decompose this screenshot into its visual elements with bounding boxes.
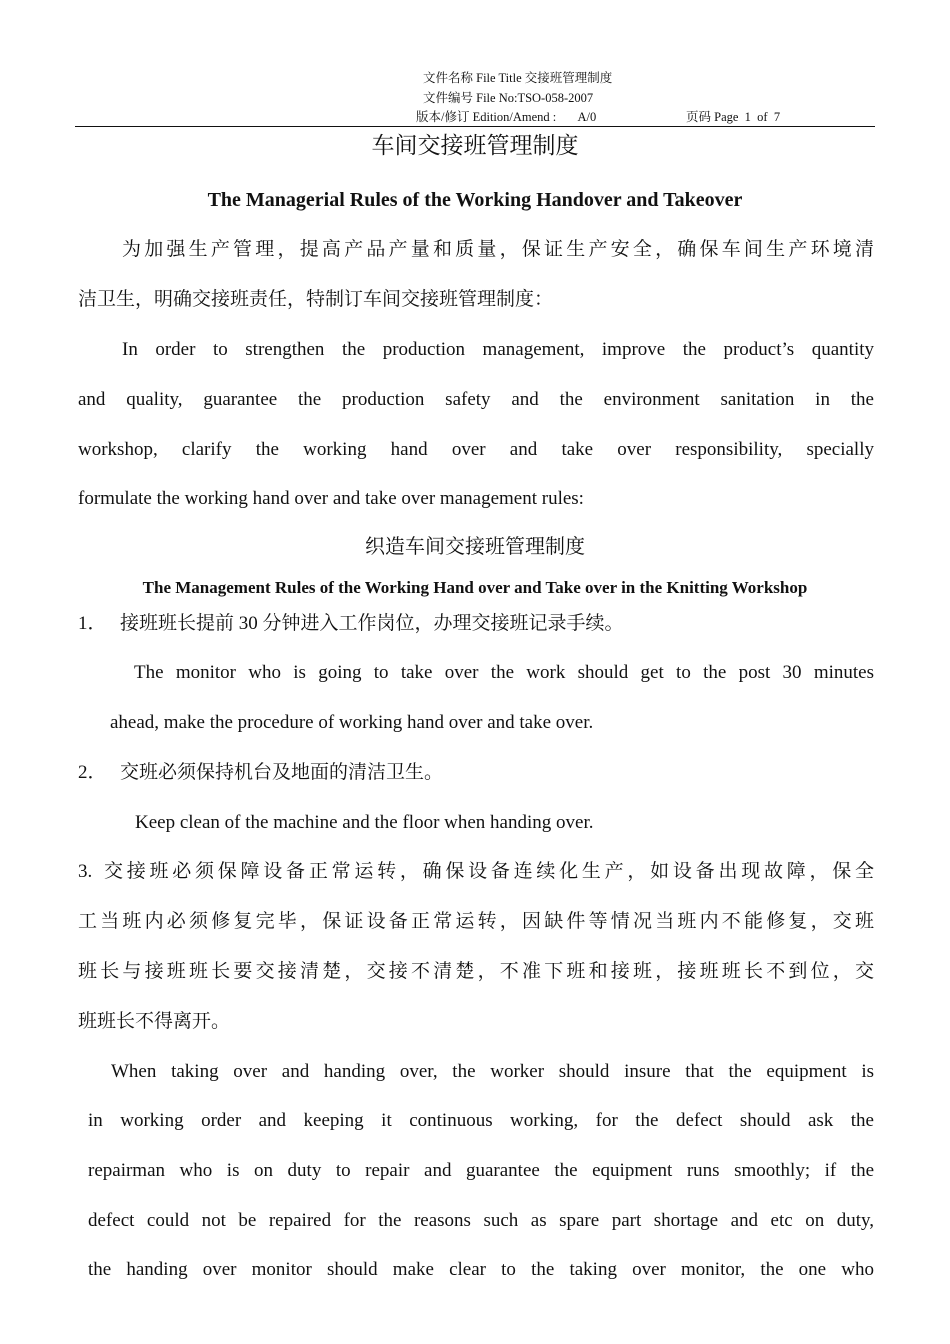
section-title-english: The Management Rules of the Working Hand over and Take over in the Knitting Workshop (142, 578, 808, 597)
header-divider (75, 126, 875, 127)
intro-en-line-3: workshop, clarify the working hand over and take over responsibility, specially (78, 439, 874, 460)
item-3-cn-line-4: 班班长不得离开。 (78, 1011, 231, 1032)
intro-en-line-4: formulate the working hand over and take over management rules: (78, 488, 584, 509)
item-3-cn-line-1: 交接班必须保障设备正常运转，确保设备连续化生产，如设备出现故障，保全 (104, 861, 874, 882)
item-1-cn-line-1: 接班班长提前 30 分钟进入工作岗位，办理交接班记录手续。 (120, 613, 624, 634)
intro-cn-line-1: 为加强生产管理，提高产品产量和质量，保证生产安全，确保车间生产环境清 (122, 239, 874, 260)
item-2-en-line-1: Keep clean of the machine and the floor when handing over. (135, 812, 594, 833)
item-3-en-line-2: in working order and keeping it continuous working, for the defect should ask the (88, 1110, 874, 1131)
item-1-en-line-2: ahead, make the procedure of working hand over and take over. (110, 712, 594, 733)
item-3-en-line-1: When taking over and handing over, the worker should insure that the equipment is (111, 1061, 874, 1082)
item-1-en-line-1: The monitor who is going to take over the work should get to the post 30 minutes (134, 662, 874, 683)
item-2-cn-line-1: 交班必须保持机台及地面的清洁卫生。 (120, 762, 444, 783)
intro-en-line-1: In order to strengthen the production management, improve the product’s quantity (122, 339, 874, 360)
section-title-chinese: 织造车间交接班管理制度 (365, 536, 585, 558)
file-number: 文件编号 File No:TSO-058-2007 (423, 91, 594, 105)
item-2-number: 2． (78, 762, 107, 783)
item-3-en-line-4: defect could not be repaired for the reasons such as spare part shortage and etc on duty, (88, 1210, 874, 1231)
item-3-en-line-3: repairman who is on duty to repair and guarantee the equipment runs smoothly; if the (88, 1160, 874, 1181)
intro-en-line-2: and quality, guarantee the production safety and the environment sanitation in the (78, 389, 874, 410)
item-1-number: 1． (78, 613, 107, 634)
item-3-en-line-5: the handing over monitor should make clear to the taking over monitor, the one who (88, 1259, 874, 1280)
page-number: 页码 Page 1 of 7 (686, 110, 781, 124)
item-3-number: 3. (78, 861, 93, 882)
title-chinese: 车间交接班管理制度 (371, 133, 579, 158)
item-3-cn-line-3: 班长与接班班长要交接清楚，交接不清楚，不准下班和接班，接班班长不到位，交 (78, 961, 874, 982)
item-3-cn-line-2: 工当班内必须修复完毕，保证设备正常运转，因缺件等情况当班内不能修复，交班 (78, 911, 874, 932)
intro-cn-line-2: 洁卫生，明确交接班责任，特制订车间交接班管理制度： (78, 289, 554, 310)
title-english: The Managerial Rules of the Working Handover and Takeover (207, 189, 743, 211)
file-title: 文件名称 File Title 交接班管理制度 (423, 71, 613, 85)
edition-amend: 版本/修订 Edition/Amend : A/0 (416, 110, 597, 124)
